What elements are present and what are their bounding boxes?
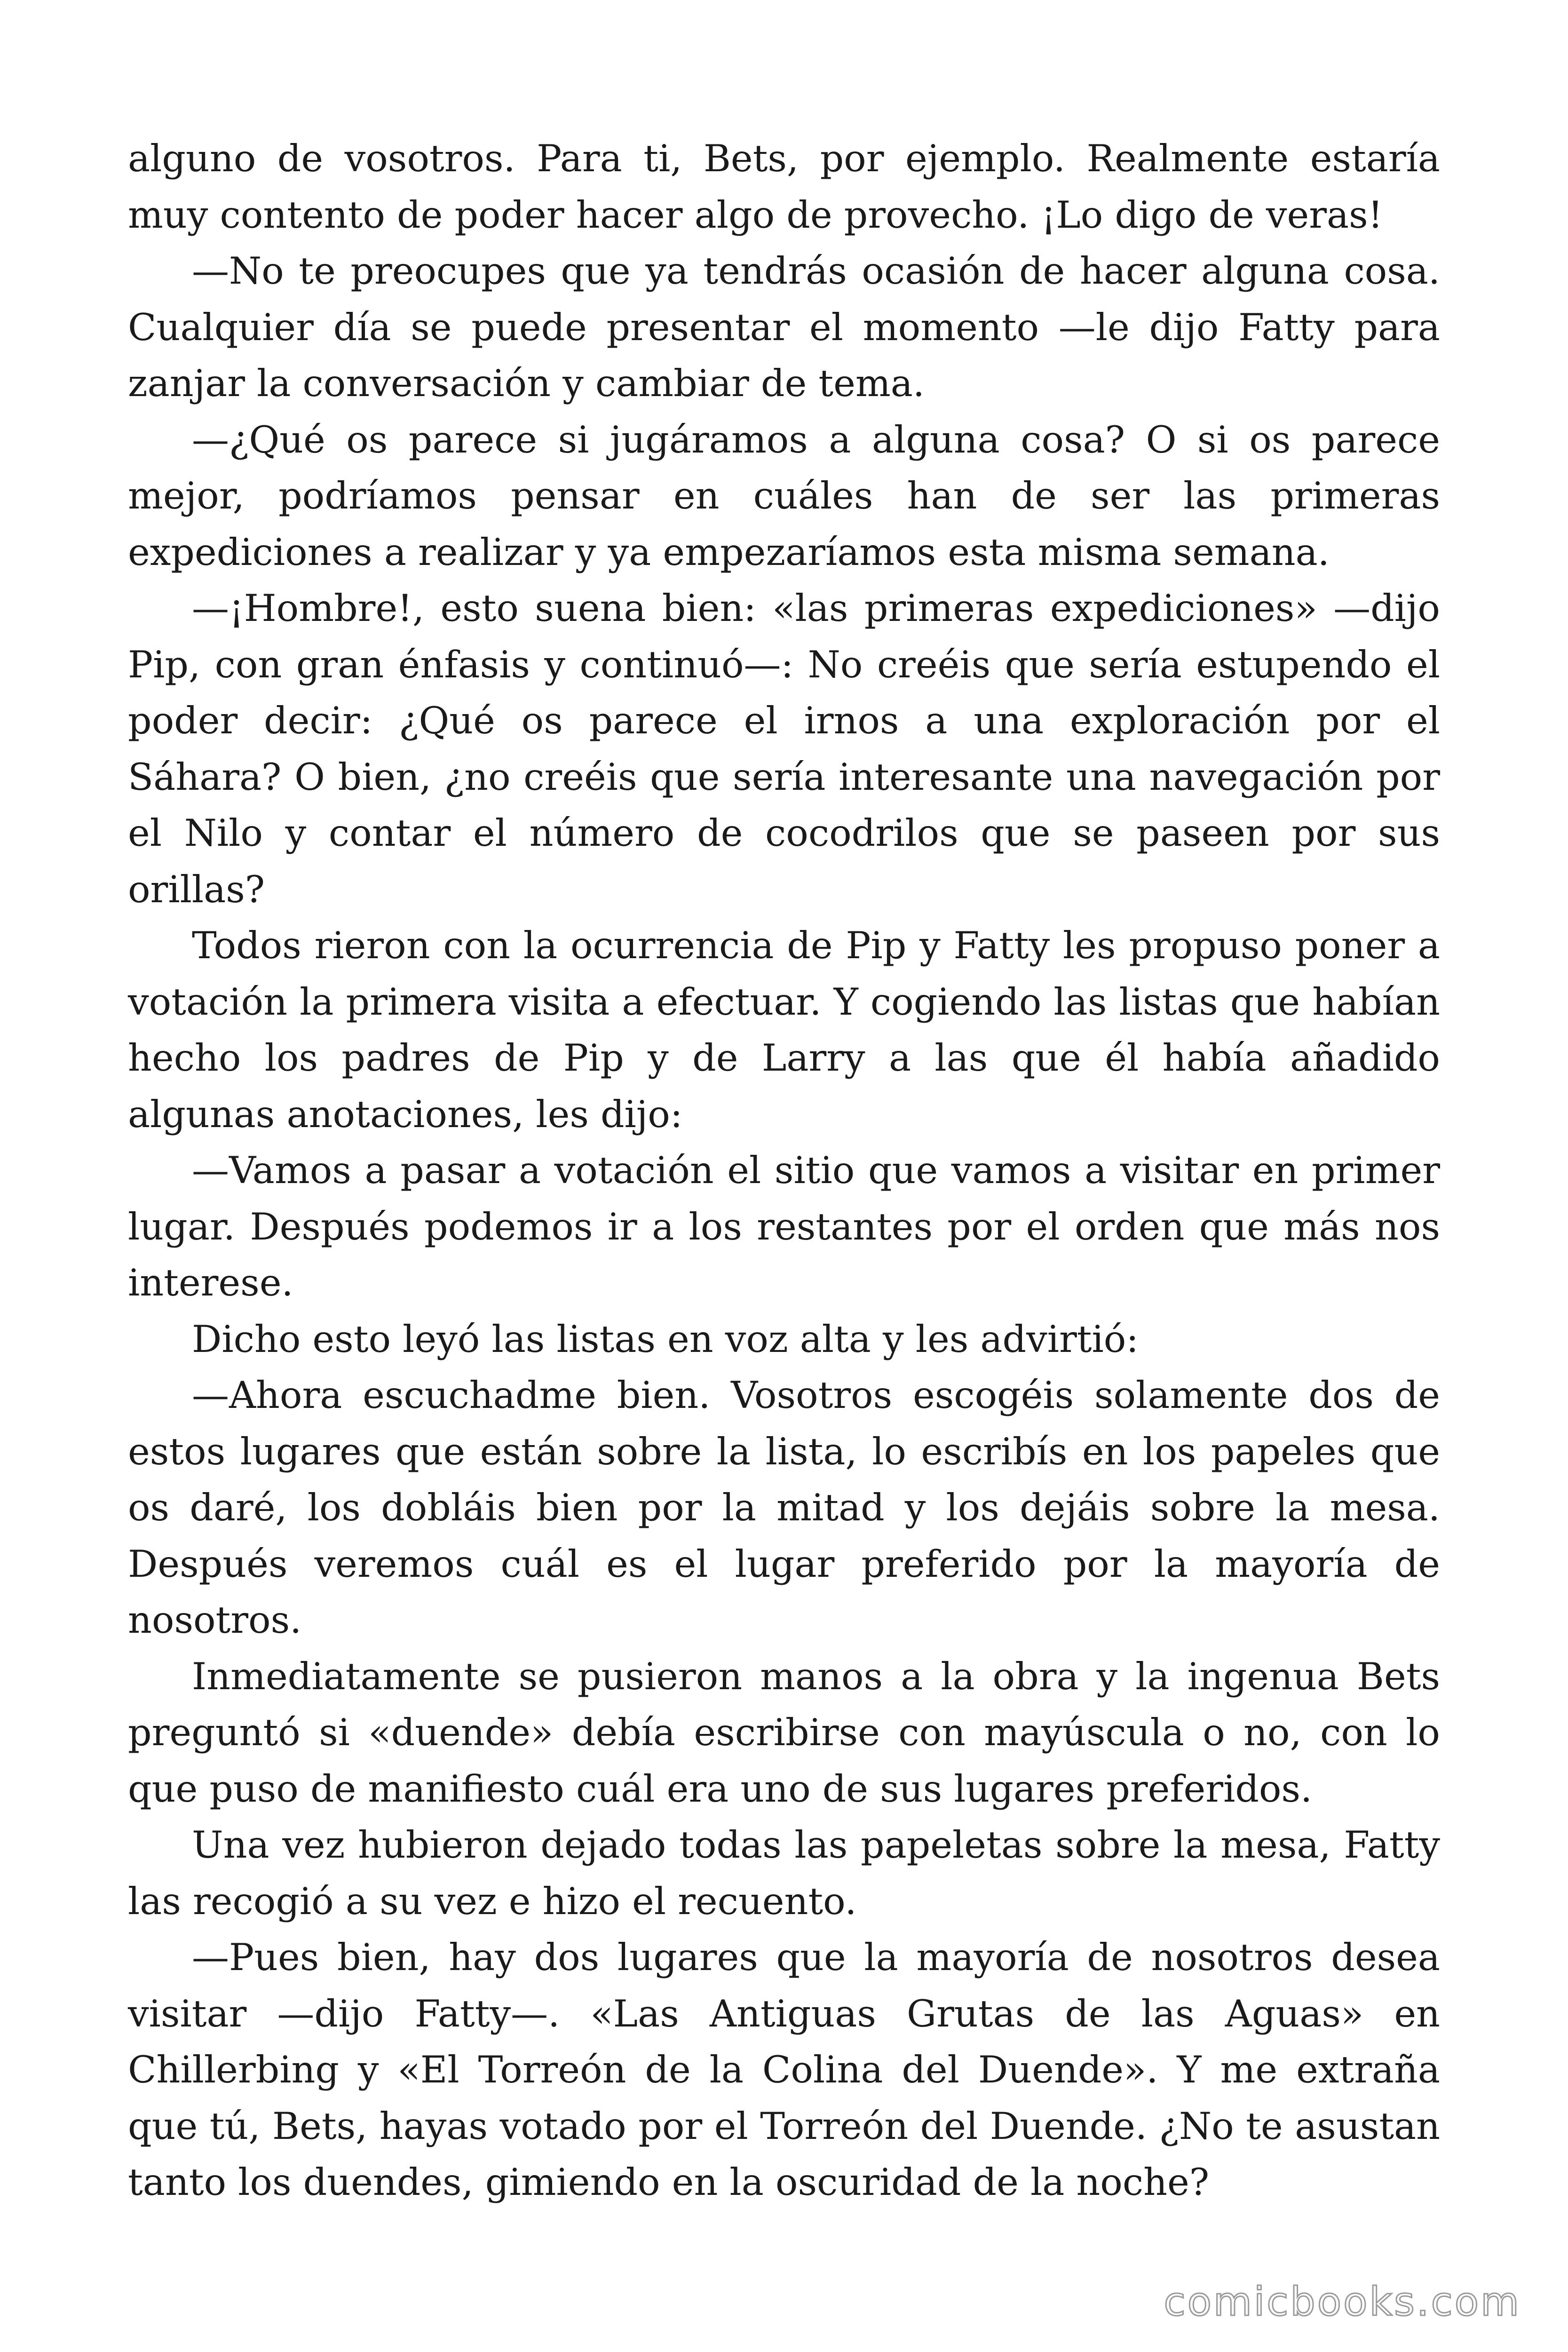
paragraph: Una vez hubieron dejado todas las papeletas sobre la mesa, Fatty las recogió a su vez e hizo el recuento. bbox=[128, 1823, 1440, 1923]
paragraph: alguno de vosotros. Para ti, Bets, por ejemplo. Realmente estaría muy contento de poder hacer algo de provecho. ¡Lo digo de veras! bbox=[128, 137, 1440, 237]
paragraph: —¿Qué os parece si jugáramos a alguna cosa? O si os parece mejor, podríamos pensar en cuáles han de ser las primeras expediciones a realizar y ya empezaríamos esta misma semana. bbox=[128, 418, 1440, 574]
body-text bbox=[128, 131, 1440, 2211]
paragraph: Todos rieron con la ocurrencia de Pip y Fatty les propuso poner a votación la primera visita a efectuar. Y cogiendo las listas que habían hecho los padres de Pip y de Larry a las que él había añadido algunas anotaciones, les dijo: bbox=[128, 924, 1440, 1136]
paragraph: —Ahora escuchadme bien. Vosotros escogéis solamente dos de estos lugares que están sobre la lista, lo escribís en los papeles que os daré, los dobláis bien por la mitad y los dejáis sobre la mesa. Después veremos cuál es el lugar preferido por la mayoría de nosotros. bbox=[128, 1374, 1440, 1642]
paragraph: Inmediatamente se pusieron manos a la obra y la ingenua Bets preguntó si «duende» debía escribirse con mayúscula o no, con lo que puso de manifiesto cuál era uno de sus lugares preferidos. bbox=[128, 1654, 1440, 1811]
paragraph: —Pues bien, hay dos lugares que la mayoría de nosotros desea visitar —dijo Fatty—. «Las Antiguas Grutas de las Aguas» en Chillerbing y «El Torreón de la Colina del Duende». Y me extraña que tú, Bets, hayas votado por el Torreón del Duende. ¿No te asustan tanto los duendes, gimiendo en la oscuridad de la noche? bbox=[128, 1936, 1440, 2204]
paragraph: —Vamos a pasar a votación el sitio que vamos a visitar en primer lugar. Después podemos ir a los restantes por el orden que más nos interese. bbox=[128, 1149, 1440, 1304]
paragraph: Dicho esto leyó las listas en voz alta y les advirtió: bbox=[192, 1317, 1139, 1361]
paragraph: —No te preocupes que ya tendrás ocasión de hacer alguna cosa. Cualquier día se puede presentar el momento —le dijo Fatty para zanjar la conversación y cambiar de tema. bbox=[128, 249, 1440, 405]
watermark: comicbooks.com bbox=[1164, 2279, 1521, 2325]
paragraph: —¡Hombre!, esto suena bien: «las primeras expediciones» —dijo Pip, con gran énfasis y continuó—: No creéis que sería estupendo el poder decir: ¿Qué os parece el irnos a una exploración por el Sáhara? O bien, ¿no creéis que sería interesante una navegación por el Nilo y contar el número de cocodrilos que se paseen por sus orillas? bbox=[128, 587, 1440, 911]
